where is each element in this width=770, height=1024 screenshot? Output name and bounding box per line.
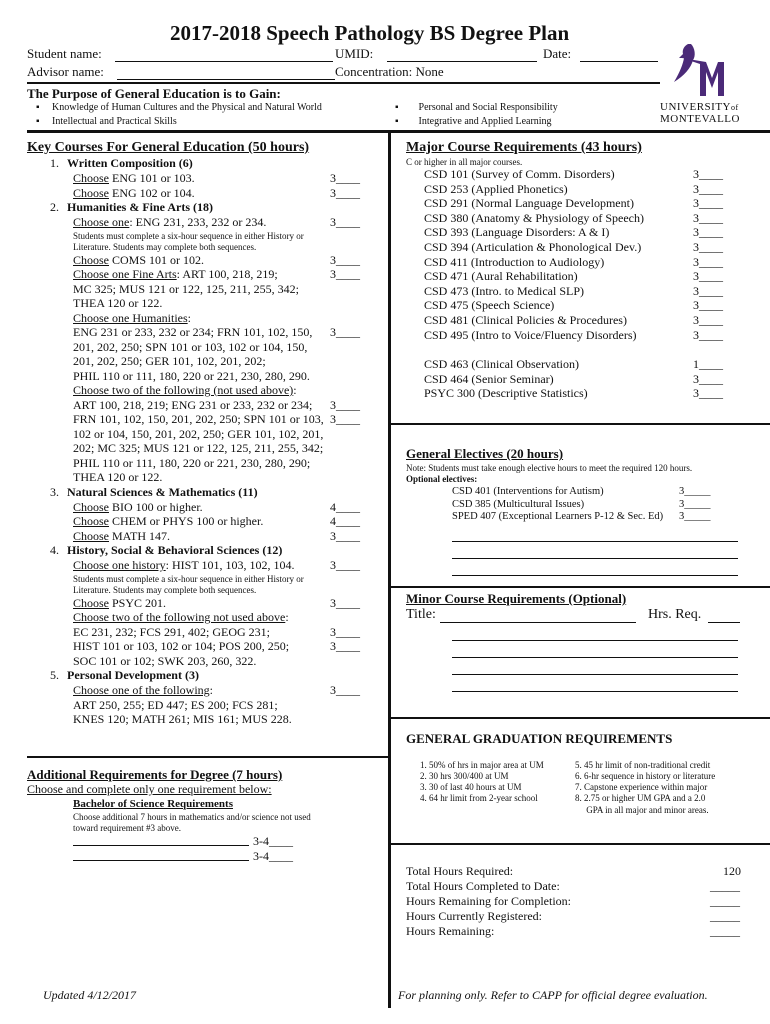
gen-ed-line: PHIL 110 or 111, 180, 220 or 221, 230, 280, 290. [73,368,310,383]
university-logo [660,38,760,128]
electives-note: Note: Students must take enough elective hours to meet the required 120 hours. [406,463,693,473]
remaining-completion-label: Hours Remaining for Completion: [406,894,571,908]
major-course-hours[interactable]: 3____ [693,196,723,211]
major-course: CSD 101 (Survey of Comm. Disorders) [424,167,615,181]
minor-course-field[interactable] [452,657,738,658]
gen-ed-line: Choose one Humanities: [73,310,191,325]
major-course-hours[interactable]: 3____ [693,254,723,269]
date-label: Date: [543,46,572,61]
total-required-value: 120 [723,864,741,878]
gen-ed-line: Choose one Fine Arts: ART 100, 218, 219; [73,267,278,281]
additional-note: toward requirement #3 above. [73,823,181,833]
advisor-name-field[interactable] [117,79,335,80]
major-course: CSD 253 (Applied Phonetics) [424,181,568,196]
gen-ed-hours[interactable]: 4____ [330,499,360,514]
purpose-item: ▪ Intellectual and Practical Skills [36,116,177,127]
major-course-hours[interactable]: 3____ [693,327,723,342]
gen-ed-line: Choose one: ENG 231, 233, 232 or 234. [73,215,267,229]
gen-ed-line: SOC 101 or 102; SWK 203, 260, 322. [73,653,257,668]
elective-field[interactable] [452,575,738,576]
major-course: CSD 473 (Intro. to Medical SLP) [424,283,584,298]
major-course-hours[interactable]: 3____ [693,181,723,196]
graduation-heading: GENERAL GRADUATION REQUIREMENTS [406,731,673,746]
elective-hours[interactable]: 3_____ [679,486,711,497]
umid-field[interactable] [387,61,537,62]
minor-heading: Minor Course Requirements (Optional) [406,591,627,606]
major-course: CSD 464 (Senior Seminar) [424,371,554,386]
gen-ed-line: FRN 101, 102, 150, 201, 202, 250; SPN 101 or 103, [73,412,324,426]
gen-ed-note: Literature. Students may complete both sequences. [73,585,257,595]
remaining-completion-field[interactable]: _____ [710,894,740,908]
gen-ed-line: Choose COMS 101 or 102. [73,252,205,267]
elective-course: SPED 407 (Exceptional Learners P-12 & Sec. Ed) [452,511,664,522]
logo-university-text: UNIVERSITYof [660,101,739,113]
gen-ed-note: Students must complete a six-hour sequence in either History or [73,230,304,241]
section-rule [390,586,770,588]
elective-course: CSD 401 (Interventions for Autism) [452,486,604,497]
hours-remaining-field[interactable]: _____ [710,924,740,938]
major-course-hours[interactable]: 1____ [693,357,723,371]
major-course: CSD 463 (Clinical Observation) [424,357,579,371]
planning-note: For planning only. Refer to CAPP for official degree evaluation. [398,988,708,1002]
gen-ed-category: 5. Personal Development (3) [50,668,199,682]
gen-ed-hours[interactable]: 3____ [330,252,360,267]
total-completed-label: Total Hours Completed to Date: [406,879,560,893]
purpose-item: ▪ Personal and Social Responsibility [395,102,558,113]
major-course: CSD 471 (Aural Rehabilitation) [424,269,578,284]
date-field[interactable] [580,61,658,62]
purpose-item: ▪ Integrative and Applied Learning [395,116,552,127]
gen-ed-hours[interactable]: 3____ [330,528,360,543]
bs-requirements: Bachelor of Science Requirements [73,798,233,810]
graduation-req: GPA in all major and minor areas. [575,805,709,815]
section-rule [27,756,389,758]
gen-ed-line: THEA 120 or 122. [73,296,163,310]
total-required-label: Total Hours Required: [406,864,514,878]
gen-ed-line: ENG 231 or 233, 232 or 234; FRN 101, 102, 150, [73,325,313,339]
student-name-label: Student name: [27,46,102,61]
gen-ed-line: ART 100, 218, 219; ENG 231 or 233, 232 or 234; [73,397,313,412]
graduation-req: 7. Capstone experience within major [575,782,708,792]
graduation-req: 4. 64 hr limit from 2-year school [420,793,538,803]
minor-hrs-field[interactable] [708,622,740,623]
additional-course-field[interactable] [73,845,249,846]
gen-ed-line: MC 325; MUS 121 or 122, 125, 211, 255, 342; [73,281,299,296]
gen-ed-hours[interactable]: 3____ [330,639,360,653]
major-note: C or higher in all major courses. [406,157,523,167]
gen-ed-line: Choose two of the following (not used above): [73,383,297,397]
minor-course-field[interactable] [452,691,738,692]
advisor-name-label: Advisor name: [27,64,104,79]
updated-date: Updated 4/12/2017 [43,988,136,1002]
gen-ed-category: 1. Written Composition (6) [50,156,193,170]
section-rule [27,130,770,133]
major-course-hours[interactable]: 3____ [693,167,723,181]
minor-hrs-label: Hrs. Req. [648,607,702,622]
gen-ed-note: Students must complete a six-hour sequence in either History or [73,573,304,584]
gen-ed-line: 201, 202, 250; SPN 101 or 103, 102 or 104, 150, [73,339,308,354]
elective-hours[interactable]: 3_____ [679,511,711,522]
additional-heading: Additional Requirements for Degree (7 hours) [27,767,283,782]
page-title: 2017-2018 Speech Pathology BS Degree Plan [170,21,570,45]
umid-label: UMID: [335,46,374,61]
major-course: CSD 411 (Introduction to Audiology) [424,254,605,269]
gen-ed-line: Choose one history: HIST 101, 103, 102, 104. [73,558,295,572]
purpose-item: ▪ Knowledge of Human Cultures and the Physical and Natural World [36,102,322,113]
major-course: CSD 394 (Articulation & Phonological Dev.) [424,240,642,254]
additional-hours: 3-4____ [253,849,293,863]
hours-remaining-label: Hours Remaining: [406,924,495,938]
minor-course-field[interactable] [452,640,738,641]
gen-ed-hours[interactable]: 3____ [330,267,360,281]
gen-ed-line: KNES 120; MATH 261; MIS 161; MUS 228. [73,712,292,726]
major-course: CSD 475 (Speech Science) [424,298,555,313]
column-divider [388,133,391,1008]
gen-ed-category: 4. History, Social & Behavioral Sciences (12) [50,543,283,557]
minor-title-label: Title: [406,607,436,622]
gen-ed-line: 102 or 104, 150, 201, 202, 250; GER 101, 102, 201, [73,426,324,441]
gen-ed-category: 2. Humanities & Fine Arts (18) [50,200,213,214]
major-course: CSD 495 (Intro to Voice/Fluency Disorders) [424,327,637,342]
gen-ed-category: 3. Natural Sciences & Mathematics (11) [50,484,258,499]
registered-label: Hours Currently Registered: [406,909,542,923]
section-rule [390,843,770,845]
graduation-req: 5. 45 hr limit of non-traditional credit [575,760,711,770]
gen-ed-line: Choose two of the following not used above: [73,610,289,624]
gen-ed-line: HIST 101 or 103, 102 or 104; POS 200, 250; [73,639,290,653]
gen-ed-hours[interactable]: 3____ [330,683,360,697]
gen-ed-line: Choose BIO 100 or higher. [73,499,203,514]
gen-ed-line: PHIL 110 or 111, 180, 220 or 221, 230, 280, 290; [73,455,311,470]
graduation-req: 6. 6-hr sequence in history or literature [575,771,716,781]
gen-ed-line: THEA 120 or 122. [73,470,163,484]
major-course-hours[interactable]: 3____ [693,298,723,313]
graduation-req: 3. 30 of last 40 hours at UM [420,782,522,792]
graduation-req: 2. 30 hrs 300/400 at UM [420,771,509,781]
logo-montevallo-text: MONTEVALLO [660,113,740,125]
additional-choose: Choose and complete only one requirement below: [27,782,272,796]
gen-ed-hours[interactable]: 3____ [330,558,360,572]
section-rule [390,717,770,719]
major-course-hours[interactable]: 3____ [693,225,723,240]
total-completed-field[interactable]: _____ [710,879,740,893]
gen-ed-hours[interactable]: 3____ [330,171,360,185]
gen-ed-line: Choose PSYC 201. [73,595,167,610]
header-rule [27,82,660,84]
gen-ed-note: Literature. Students may complete both sequences. [73,242,257,252]
section-rule [390,423,770,425]
major-course: PSYC 300 (Descriptive Statistics) [424,386,588,401]
graduation-req: 8. 2.75 or higher UM GPA and a 2.0 [575,793,706,803]
elective-course: CSD 385 (Multicultural Issues) [452,498,585,510]
gen-ed-line: 201, 202, 250; GER 101, 102, 201, 202; [73,354,266,368]
gen-ed-hours[interactable]: 3____ [330,412,360,426]
minor-title-field[interactable] [440,622,636,623]
elective-hours[interactable]: 3_____ [679,498,711,510]
gen-ed-line: ART 250, 255; ED 447; ES 200; FCS 281; [73,697,278,712]
gen-ed-line: Choose MATH 147. [73,528,171,543]
gen-ed-hours[interactable]: 3____ [330,595,360,610]
additional-hours: 3-4____ [253,834,293,848]
major-course: CSD 481 (Clinical Policies & Procedures) [424,313,627,327]
gen-ed-line: Choose one of the following: [73,683,213,697]
major-course-hours[interactable]: 3____ [693,313,723,327]
additional-note: Choose additional 7 hours in mathematics and/or science not used [73,812,311,822]
major-course-hours[interactable]: 3____ [693,283,723,298]
gen-ed-line: EC 231, 232; FCS 291, 402; GEOG 231; [73,624,271,639]
gen-ed-hours[interactable]: 3____ [330,215,360,229]
major-course-hours[interactable]: 3____ [693,269,723,284]
gen-ed-heading: Key Courses For General Education (50 hours) [27,140,310,155]
electives-heading: General Electives (20 hours) [406,446,564,461]
bird-icon [660,38,760,100]
gen-ed-hours[interactable]: 3____ [330,185,360,200]
major-course: CSD 380 (Anatomy & Physiology of Speech) [424,210,644,225]
gen-ed-hours[interactable]: 4____ [330,514,360,528]
additional-course-field[interactable] [73,860,249,861]
minor-course-field[interactable] [452,674,738,675]
major-course-hours[interactable]: 3____ [693,371,723,386]
elective-field[interactable] [452,541,738,542]
graduation-req: 1. 50% of hrs in major area at UM [420,760,544,770]
gen-ed-line: 202; MC 325; MUS 121 or 122, 125, 211, 255, 342; [73,441,324,455]
optional-electives-label: Optional electives: [406,474,478,484]
major-course-hours[interactable]: 3____ [693,386,723,401]
gen-ed-hours[interactable]: 3____ [330,624,360,639]
registered-field[interactable]: _____ [710,909,740,923]
gen-ed-line: Choose ENG 101 or 103. [73,171,195,185]
concentration-label: Concentration: None [335,64,444,79]
major-course-hours[interactable]: 3____ [693,240,723,254]
major-course: CSD 291 (Normal Language Development) [424,196,634,211]
purpose-heading: The Purpose of General Education is to Gain: [27,86,281,101]
gen-ed-hours[interactable]: 3____ [330,397,360,412]
elective-field[interactable] [452,558,738,559]
gen-ed-hours[interactable]: 3____ [330,325,360,339]
major-heading: Major Course Requirements (43 hours) [406,140,642,155]
gen-ed-line: Choose ENG 102 or 104. [73,185,195,200]
major-course: CSD 393 (Language Disorders: A & I) [424,225,610,240]
major-course-hours[interactable]: 3____ [693,210,723,225]
gen-ed-line: Choose CHEM or PHYS 100 or higher. [73,514,264,528]
student-name-field[interactable] [115,61,333,62]
